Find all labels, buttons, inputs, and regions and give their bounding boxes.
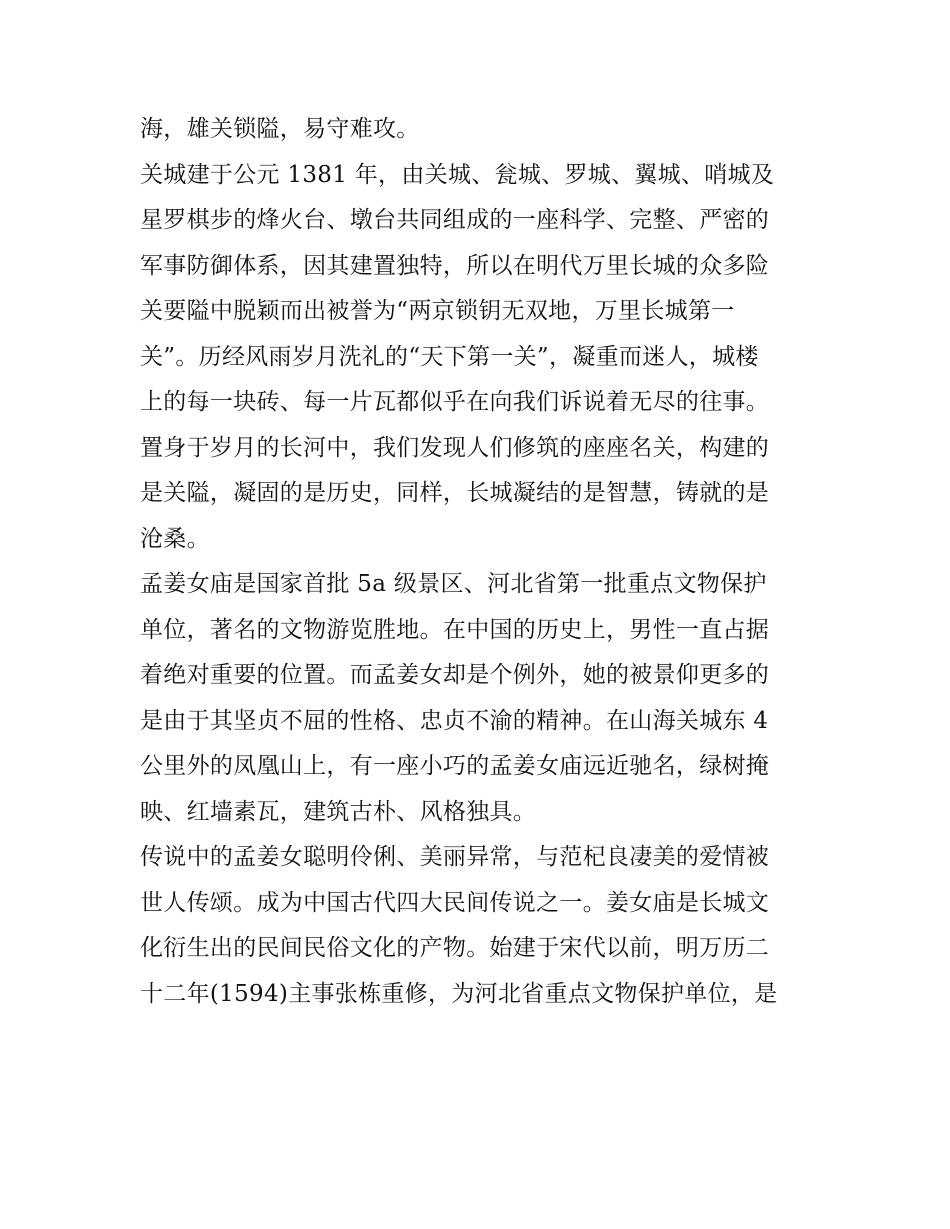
text-line: 映、红墙素瓦，建筑古朴、风格独具。 — [140, 798, 537, 825]
text-line: 单位，著名的文物游览胜地。在中国的历史上，男性一直占据 — [140, 616, 770, 643]
text-line: 是由于其坚贞不屈的性格、忠贞不渝的精神。在山海关城东 4 — [140, 707, 769, 734]
text-line: 沧桑。 — [140, 525, 210, 552]
text-line: 军事防御体系，因其建置独特，所以在明代万里长城的众多险 — [140, 252, 770, 279]
text-line: 海，雄关锁隘，易守难攻。 — [140, 116, 420, 142]
text-line: 着绝对重要的位置。而孟姜女却是个例外，她的被景仰更多的 — [140, 662, 770, 688]
text-line: 关”。历经风雨岁月洗礼的“天下第一关”，凝重而迷人，城楼 — [140, 343, 759, 370]
text-line: 星罗棋步的烽火台、墩台共同组成的一座科学、完整、严密的 — [140, 207, 770, 233]
body-text — [140, 107, 820, 1017]
text-line: 置身于岁月的长河中，我们发现人们修筑的座座名关，构建的 — [140, 434, 770, 461]
text-line: 化衍生出的民间民俗文化的产物。始建于宋代以前，明万历二 — [140, 935, 770, 961]
text-line: 传说中的孟姜女聪明伶俐、美丽异常，与范杞良凄美的爱情被 — [140, 844, 770, 870]
text-line: 关要隘中脱颖而出被誉为“两京锁钥无双地，万里长城第一 — [140, 298, 735, 324]
text-line: 十二年(1594)主事张栋重修，为河北省重点文物保护单位，是 — [140, 980, 778, 1007]
text-line: 公里外的凤凰山上，有一座小巧的孟姜女庙远近驰名，绿树掩 — [140, 753, 770, 779]
text-line: 关城建于公元 1381 年，由关城、瓮城、罗城、翼城、哨城及 — [140, 161, 775, 188]
text-line: 孟姜女庙是国家首批 5a 级景区、河北省第一批重点文物保护 — [140, 571, 767, 597]
text-line: 上的每一块砖、每一片瓦都似乎在向我们诉说着无尽的往事。 — [140, 389, 770, 415]
text-line: 世人传颂。成为中国古代四大民间传说之一。姜女庙是长城文 — [140, 889, 770, 916]
text-line: 是关隘，凝固的是历史，同样，长城凝结的是智慧，铸就的是 — [140, 480, 770, 506]
